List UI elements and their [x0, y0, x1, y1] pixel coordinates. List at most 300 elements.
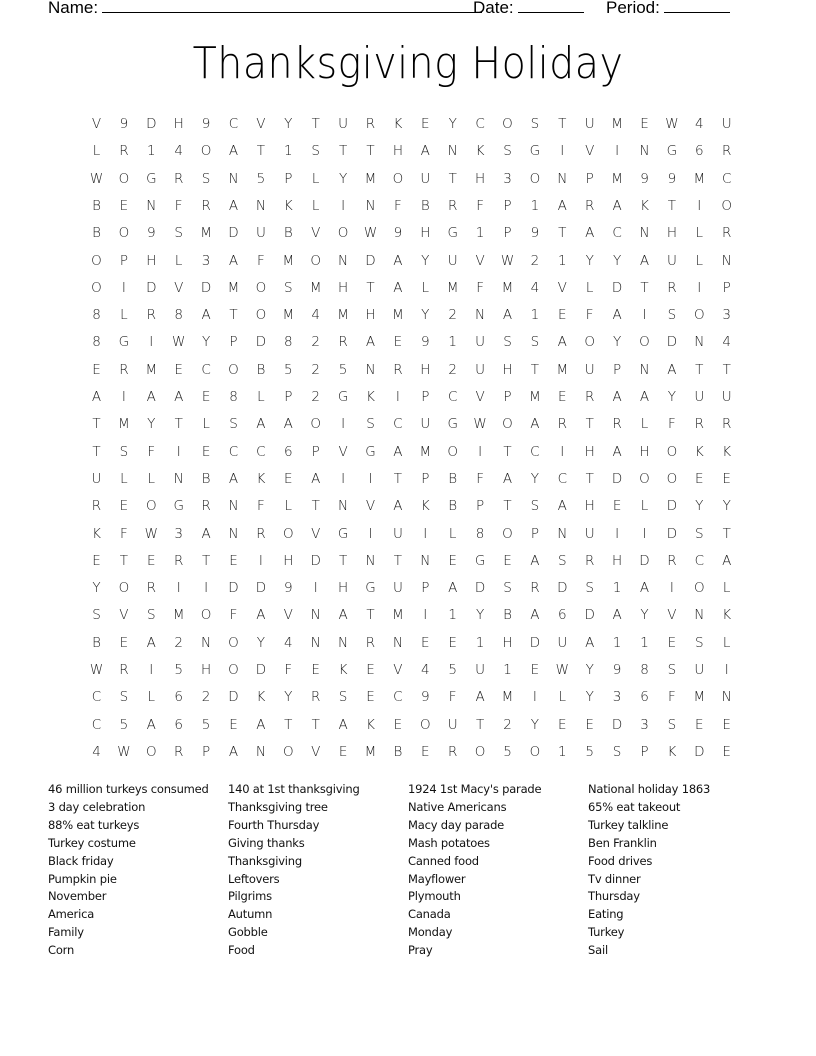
grid-letter[interactable]: O	[228, 662, 239, 678]
grid-letter[interactable]: E	[722, 470, 731, 487]
grid-letter[interactable]: M	[419, 443, 432, 460]
grid-letter[interactable]: 1	[147, 143, 156, 160]
grid-letter[interactable]: Y	[530, 470, 540, 487]
grid-letter[interactable]: W	[172, 334, 186, 351]
grid-letter[interactable]: U	[338, 116, 349, 132]
grid-letter[interactable]: T	[92, 416, 101, 433]
grid-letter[interactable]: O	[145, 743, 157, 760]
grid-letter[interactable]: W	[500, 252, 515, 269]
grid-letter[interactable]: O	[474, 743, 486, 760]
grid-letter[interactable]: 9	[119, 116, 129, 132]
grid-letter[interactable]: F	[394, 197, 402, 214]
grid-letter[interactable]: O	[529, 743, 541, 760]
grid-letter[interactable]: C	[201, 361, 211, 378]
grid-letter[interactable]: 2	[311, 361, 320, 378]
grid-letter[interactable]: I	[204, 580, 209, 597]
grid-letter[interactable]: A	[256, 416, 266, 433]
grid-letter[interactable]: K	[283, 197, 293, 214]
grid-letter[interactable]: N	[228, 498, 239, 515]
grid-letter[interactable]: E	[201, 443, 211, 460]
grid-letter[interactable]: N	[365, 552, 376, 569]
grid-letter[interactable]: E	[393, 716, 403, 733]
grid-letter[interactable]: 5	[338, 361, 348, 378]
name-field[interactable]	[48, 0, 482, 18]
grid-letter[interactable]: M	[227, 279, 240, 296]
grid-letter[interactable]: 6	[174, 716, 183, 733]
grid-letter[interactable]: R	[557, 416, 567, 433]
grid-letter[interactable]: U	[447, 252, 458, 269]
grid-letter[interactable]: M	[693, 170, 706, 187]
grid-letter[interactable]: H	[283, 552, 294, 569]
grid-letter[interactable]: T	[393, 470, 403, 487]
grid-letter[interactable]: G	[173, 498, 184, 515]
period-field[interactable]	[606, 0, 730, 18]
grid-letter[interactable]: Y	[92, 580, 101, 597]
grid-letter[interactable]: P	[311, 443, 320, 460]
grid-letter[interactable]: 9	[421, 689, 430, 706]
grid-letter[interactable]: M	[392, 307, 404, 324]
grid-letter[interactable]: K	[420, 498, 430, 515]
grid-letter[interactable]: R	[146, 307, 156, 324]
grid-letter[interactable]: I	[368, 470, 373, 487]
grid-letter[interactable]: W	[117, 743, 131, 760]
grid-letter[interactable]: U	[475, 662, 486, 678]
grid-letter[interactable]: M	[611, 170, 623, 187]
grid-letter[interactable]: S	[503, 334, 512, 351]
grid-letter[interactable]: 8	[92, 307, 101, 324]
grid-letter[interactable]: U	[694, 389, 705, 405]
grid-letter[interactable]: F	[147, 443, 156, 460]
grid-letter[interactable]: L	[284, 498, 293, 515]
grid-letter[interactable]: A	[201, 307, 211, 324]
grid-letter[interactable]: F	[476, 279, 484, 296]
grid-letter[interactable]: B	[448, 470, 458, 487]
grid-letter[interactable]: M	[529, 389, 541, 405]
grid-letter[interactable]: L	[120, 470, 128, 487]
grid-letter[interactable]: C	[721, 170, 732, 187]
grid-letter[interactable]: 1	[530, 307, 540, 324]
grid-letter[interactable]: 9	[612, 662, 622, 678]
grid-letter[interactable]: I	[121, 389, 126, 405]
grid-letter[interactable]: D	[611, 716, 623, 733]
grid-letter[interactable]: G	[447, 225, 458, 242]
grid-letter[interactable]: L	[640, 416, 649, 433]
grid-letter[interactable]: Y	[256, 634, 266, 651]
grid-letter[interactable]: V	[667, 607, 677, 624]
grid-letter[interactable]: C	[91, 689, 102, 706]
grid-letter[interactable]: E	[147, 552, 156, 569]
grid-letter[interactable]: N	[721, 689, 732, 706]
grid-letter[interactable]: A	[228, 743, 239, 760]
grid-letter[interactable]: N	[694, 607, 705, 624]
grid-letter[interactable]: U	[447, 716, 458, 733]
grid-letter[interactable]: F	[229, 607, 238, 624]
grid-letter[interactable]: O	[118, 170, 130, 187]
grid-letter[interactable]: 3	[722, 307, 731, 324]
grid-letter[interactable]: R	[584, 389, 595, 405]
grid-letter[interactable]: S	[530, 498, 540, 515]
grid-letter[interactable]: R	[119, 143, 129, 160]
grid-letter[interactable]: Y	[284, 116, 293, 132]
grid-letter[interactable]: E	[174, 361, 183, 378]
grid-letter[interactable]: S	[612, 743, 622, 760]
grid-letter[interactable]: R	[584, 197, 595, 214]
grid-letter[interactable]: E	[503, 552, 512, 569]
grid-letter[interactable]: R	[256, 525, 266, 542]
grid-letter[interactable]: G	[337, 525, 349, 542]
grid-letter[interactable]: T	[201, 552, 211, 569]
grid-letter[interactable]: I	[642, 307, 647, 324]
grid-letter[interactable]: V	[256, 116, 266, 132]
grid-letter[interactable]: A	[146, 634, 156, 651]
grid-letter[interactable]: O	[310, 252, 321, 269]
grid-letter[interactable]: O	[502, 116, 513, 132]
grid-letter[interactable]: E	[421, 743, 430, 760]
grid-letter[interactable]: M	[337, 307, 349, 324]
grid-letter[interactable]: R	[694, 416, 704, 433]
grid-letter[interactable]: A	[585, 225, 595, 242]
grid-letter[interactable]: G	[365, 580, 376, 597]
grid-letter[interactable]: U	[584, 116, 595, 132]
grid-letter[interactable]: S	[585, 580, 594, 597]
grid-letter[interactable]: 2	[448, 361, 457, 378]
grid-letter[interactable]: M	[309, 279, 322, 296]
grid-letter[interactable]: R	[667, 279, 677, 296]
grid-letter[interactable]: P	[421, 389, 430, 405]
grid-letter[interactable]: C	[694, 552, 705, 569]
grid-letter[interactable]: U	[475, 361, 486, 378]
grid-letter[interactable]: R	[119, 662, 129, 678]
grid-letter[interactable]: L	[120, 307, 128, 324]
grid-letter[interactable]: F	[668, 416, 676, 433]
grid-letter[interactable]: A	[256, 607, 266, 624]
grid-letter[interactable]: 2	[530, 252, 540, 269]
grid-letter[interactable]: R	[119, 361, 129, 378]
grid-letter[interactable]: G	[146, 170, 157, 187]
grid-letter[interactable]: E	[229, 716, 238, 733]
grid-letter[interactable]: V	[174, 279, 184, 296]
grid-letter[interactable]: M	[446, 279, 459, 296]
grid-letter[interactable]: K	[475, 143, 485, 160]
grid-letter[interactable]: T	[366, 143, 375, 160]
grid-letter[interactable]: Y	[475, 607, 485, 624]
grid-letter[interactable]: 3	[201, 252, 211, 269]
grid-letter[interactable]: N	[310, 634, 321, 651]
grid-letter[interactable]: T	[119, 552, 129, 569]
grid-letter[interactable]: R	[365, 116, 376, 132]
grid-letter[interactable]: P	[284, 170, 293, 187]
grid-letter[interactable]: 2	[503, 716, 512, 733]
period-blank-line[interactable]	[664, 0, 730, 13]
grid-letter[interactable]: U	[557, 634, 568, 651]
grid-letter[interactable]: 9	[421, 334, 430, 351]
grid-letter[interactable]: S	[147, 607, 156, 624]
grid-letter[interactable]: 9	[284, 580, 293, 597]
grid-letter[interactable]: V	[393, 662, 403, 678]
grid-letter[interactable]: L	[311, 197, 320, 214]
grid-letter[interactable]: K	[694, 443, 704, 460]
grid-letter[interactable]: M	[693, 689, 706, 706]
grid-letter[interactable]: R	[393, 361, 403, 378]
grid-letter[interactable]: Y	[585, 662, 594, 678]
grid-letter[interactable]: U	[584, 525, 595, 542]
grid-letter[interactable]: T	[475, 716, 485, 733]
grid-letter[interactable]: C	[447, 389, 458, 405]
grid-letter[interactable]: M	[556, 361, 569, 378]
grid-letter[interactable]: 5	[256, 170, 266, 187]
grid-letter[interactable]: L	[147, 689, 156, 706]
grid-letter[interactable]: K	[256, 470, 266, 487]
grid-letter[interactable]: H	[365, 307, 376, 324]
grid-letter[interactable]: O	[255, 307, 267, 324]
grid-letter[interactable]: 3	[174, 525, 183, 542]
grid-letter[interactable]: O	[693, 307, 705, 324]
grid-letter[interactable]: P	[640, 743, 649, 760]
grid-letter[interactable]: C	[612, 225, 622, 242]
grid-letter[interactable]: C	[228, 443, 239, 460]
grid-letter[interactable]: H	[420, 361, 431, 378]
grid-letter[interactable]: S	[92, 607, 101, 624]
grid-letter[interactable]: N	[255, 197, 266, 214]
grid-letter[interactable]: H	[502, 361, 513, 378]
grid-letter[interactable]: I	[423, 607, 428, 624]
grid-letter[interactable]: A	[393, 498, 403, 515]
grid-letter[interactable]: Y	[448, 116, 457, 132]
grid-letter[interactable]: R	[447, 197, 458, 214]
grid-letter[interactable]: S	[558, 552, 567, 569]
grid-letter[interactable]: D	[228, 689, 239, 706]
grid-letter[interactable]: L	[722, 580, 731, 597]
grid-letter[interactable]: I	[615, 143, 620, 160]
grid-letter[interactable]: A	[502, 470, 513, 487]
grid-letter[interactable]: U	[392, 525, 403, 542]
grid-letter[interactable]: A	[146, 389, 156, 405]
grid-letter[interactable]: G	[365, 443, 376, 460]
grid-letter[interactable]: N	[146, 197, 157, 214]
grid-letter[interactable]: K	[667, 743, 677, 760]
grid-letter[interactable]: O	[310, 416, 321, 433]
grid-letter[interactable]: A	[612, 307, 622, 324]
grid-letter[interactable]: S	[229, 416, 238, 433]
grid-letter[interactable]: P	[421, 470, 430, 487]
grid-letter[interactable]: O	[200, 607, 212, 624]
grid-letter[interactable]: T	[366, 607, 375, 624]
grid-letter[interactable]: 4	[722, 334, 731, 351]
grid-letter[interactable]: S	[695, 634, 704, 651]
grid-letter[interactable]: A	[585, 634, 595, 651]
grid-letter[interactable]: V	[475, 389, 485, 405]
grid-letter[interactable]: M	[501, 689, 514, 706]
grid-letter[interactable]: H	[173, 116, 184, 132]
grid-letter[interactable]: S	[366, 416, 375, 433]
grid-letter[interactable]: D	[584, 607, 595, 624]
grid-letter[interactable]: P	[202, 743, 211, 760]
grid-letter[interactable]: M	[611, 116, 623, 132]
grid-letter[interactable]: I	[642, 525, 647, 542]
grid-letter[interactable]: L	[311, 170, 320, 187]
grid-letter[interactable]: D	[255, 334, 267, 351]
grid-letter[interactable]: K	[722, 443, 732, 460]
grid-letter[interactable]: 6	[640, 689, 649, 706]
grid-letter[interactable]: 9	[201, 116, 211, 132]
grid-letter[interactable]: I	[615, 525, 620, 542]
grid-letter[interactable]: U	[392, 580, 403, 597]
grid-letter[interactable]: L	[174, 252, 183, 269]
grid-letter[interactable]: P	[530, 525, 539, 542]
grid-letter[interactable]: 9	[393, 225, 403, 242]
grid-letter[interactable]: E	[92, 552, 101, 569]
grid-letter[interactable]: V	[557, 279, 567, 296]
grid-letter[interactable]: A	[530, 416, 540, 433]
grid-letter[interactable]: S	[311, 143, 320, 160]
grid-letter[interactable]: I	[560, 143, 565, 160]
grid-letter[interactable]: 6	[284, 443, 293, 460]
grid-letter[interactable]: 1	[558, 252, 567, 269]
grid-letter[interactable]: M	[118, 416, 130, 433]
grid-letter[interactable]: 4	[284, 634, 293, 651]
grid-letter[interactable]: G	[118, 334, 130, 351]
grid-letter[interactable]: N	[338, 634, 349, 651]
grid-letter[interactable]: 4	[421, 662, 430, 678]
grid-letter[interactable]: 1	[530, 197, 540, 214]
name-blank-line[interactable]	[102, 0, 482, 13]
grid-letter[interactable]: 3	[503, 170, 512, 187]
grid-letter[interactable]: 6	[558, 607, 567, 624]
grid-letter[interactable]: S	[119, 689, 129, 706]
grid-letter[interactable]: Y	[284, 689, 293, 706]
grid-letter[interactable]: 2	[201, 689, 211, 706]
grid-letter[interactable]: Y	[201, 334, 211, 351]
grid-letter[interactable]: O	[91, 279, 102, 296]
grid-letter[interactable]: T	[503, 498, 512, 515]
grid-letter[interactable]: N	[639, 225, 650, 242]
grid-letter[interactable]: S	[174, 225, 183, 242]
grid-letter[interactable]: I	[532, 689, 537, 706]
grid-letter[interactable]: T	[229, 307, 238, 324]
grid-letter[interactable]: O	[502, 525, 513, 542]
grid-letter[interactable]: T	[667, 197, 677, 214]
grid-letter[interactable]: U	[91, 470, 102, 487]
grid-letter[interactable]: 2	[448, 307, 457, 324]
grid-letter[interactable]: I	[176, 580, 181, 597]
grid-letter[interactable]: 1	[503, 662, 512, 678]
grid-letter[interactable]: 2	[311, 334, 320, 351]
grid-letter[interactable]: F	[448, 689, 457, 706]
grid-letter[interactable]: R	[173, 170, 184, 187]
grid-letter[interactable]: T	[558, 225, 567, 242]
grid-letter[interactable]: P	[229, 334, 238, 351]
grid-letter[interactable]: Y	[338, 170, 348, 187]
grid-letter[interactable]: A	[612, 389, 622, 405]
grid-letter[interactable]: B	[256, 361, 266, 378]
grid-letter[interactable]: R	[584, 552, 595, 569]
grid-letter[interactable]: N	[228, 170, 239, 187]
grid-letter[interactable]: T	[338, 552, 348, 569]
grid-letter[interactable]: T	[640, 279, 649, 296]
grid-letter[interactable]: T	[393, 552, 403, 569]
grid-letter[interactable]: E	[695, 470, 704, 487]
grid-letter[interactable]: A	[639, 580, 650, 597]
grid-letter[interactable]: P	[284, 389, 293, 405]
grid-letter[interactable]: L	[448, 525, 457, 542]
grid-letter[interactable]: O	[693, 580, 705, 597]
grid-letter[interactable]: T	[174, 416, 183, 433]
grid-letter[interactable]: B	[503, 607, 512, 624]
grid-letter[interactable]: U	[694, 662, 705, 678]
grid-letter[interactable]: T	[585, 416, 594, 433]
grid-letter[interactable]: E	[612, 498, 622, 515]
grid-letter[interactable]: 9	[147, 225, 156, 242]
grid-letter[interactable]: E	[558, 389, 567, 405]
grid-letter[interactable]: Y	[530, 716, 540, 733]
grid-letter[interactable]: O	[721, 197, 732, 214]
grid-letter[interactable]: 5	[119, 716, 129, 733]
grid-letter[interactable]: I	[341, 470, 346, 487]
grid-letter[interactable]: R	[91, 498, 102, 515]
grid-letter[interactable]: E	[640, 116, 649, 132]
grid-letter[interactable]: N	[255, 743, 266, 760]
grid-letter[interactable]: L	[722, 634, 731, 651]
grid-letter[interactable]: V	[338, 443, 348, 460]
grid-letter[interactable]: 1	[475, 634, 485, 651]
grid-letter[interactable]: R	[530, 580, 540, 597]
grid-letter[interactable]: O	[392, 170, 404, 187]
grid-letter[interactable]: O	[419, 716, 431, 733]
grid-letter[interactable]: N	[338, 498, 349, 515]
grid-letter[interactable]: T	[311, 498, 320, 515]
grid-letter[interactable]: L	[558, 689, 567, 706]
grid-letter[interactable]: T	[338, 143, 348, 160]
grid-letter[interactable]: C	[228, 116, 239, 132]
grid-letter[interactable]: F	[257, 252, 265, 269]
grid-letter[interactable]: E	[695, 716, 704, 733]
grid-letter[interactable]: M	[364, 743, 377, 760]
grid-letter[interactable]: 8	[475, 525, 485, 542]
grid-letter[interactable]: P	[119, 252, 128, 269]
grid-letter[interactable]: 8	[229, 389, 238, 405]
grid-letter[interactable]: B	[448, 498, 458, 515]
grid-letter[interactable]: U	[666, 252, 677, 269]
grid-letter[interactable]: E	[119, 498, 129, 515]
grid-letter[interactable]: C	[91, 716, 102, 733]
grid-letter[interactable]: Y	[695, 498, 704, 515]
grid-letter[interactable]: I	[560, 443, 565, 460]
grid-letter[interactable]: L	[695, 225, 704, 242]
grid-letter[interactable]: 1	[612, 634, 622, 651]
grid-letter[interactable]: Y	[147, 416, 156, 433]
grid-letter[interactable]: S	[503, 143, 512, 160]
grid-letter[interactable]: O	[228, 361, 239, 378]
grid-letter[interactable]: H	[639, 443, 650, 460]
grid-letter[interactable]: Y	[722, 498, 731, 515]
grid-letter[interactable]: 5	[448, 662, 457, 678]
grid-letter[interactable]: N	[721, 252, 732, 269]
grid-letter[interactable]: N	[201, 634, 212, 651]
grid-letter[interactable]: Y	[421, 307, 430, 324]
grid-letter[interactable]: A	[283, 416, 293, 433]
grid-letter[interactable]: I	[697, 197, 702, 214]
grid-letter[interactable]: L	[640, 498, 649, 515]
grid-letter[interactable]: R	[447, 743, 458, 760]
grid-letter[interactable]: H	[338, 580, 349, 597]
grid-letter[interactable]: S	[667, 307, 677, 324]
grid-letter[interactable]: T	[366, 279, 375, 296]
date-field[interactable]	[473, 0, 584, 18]
grid-letter[interactable]: I	[121, 279, 126, 296]
grid-letter[interactable]: 5	[585, 743, 594, 760]
grid-letter[interactable]: Y	[612, 334, 622, 351]
grid-letter[interactable]: U	[420, 170, 431, 187]
